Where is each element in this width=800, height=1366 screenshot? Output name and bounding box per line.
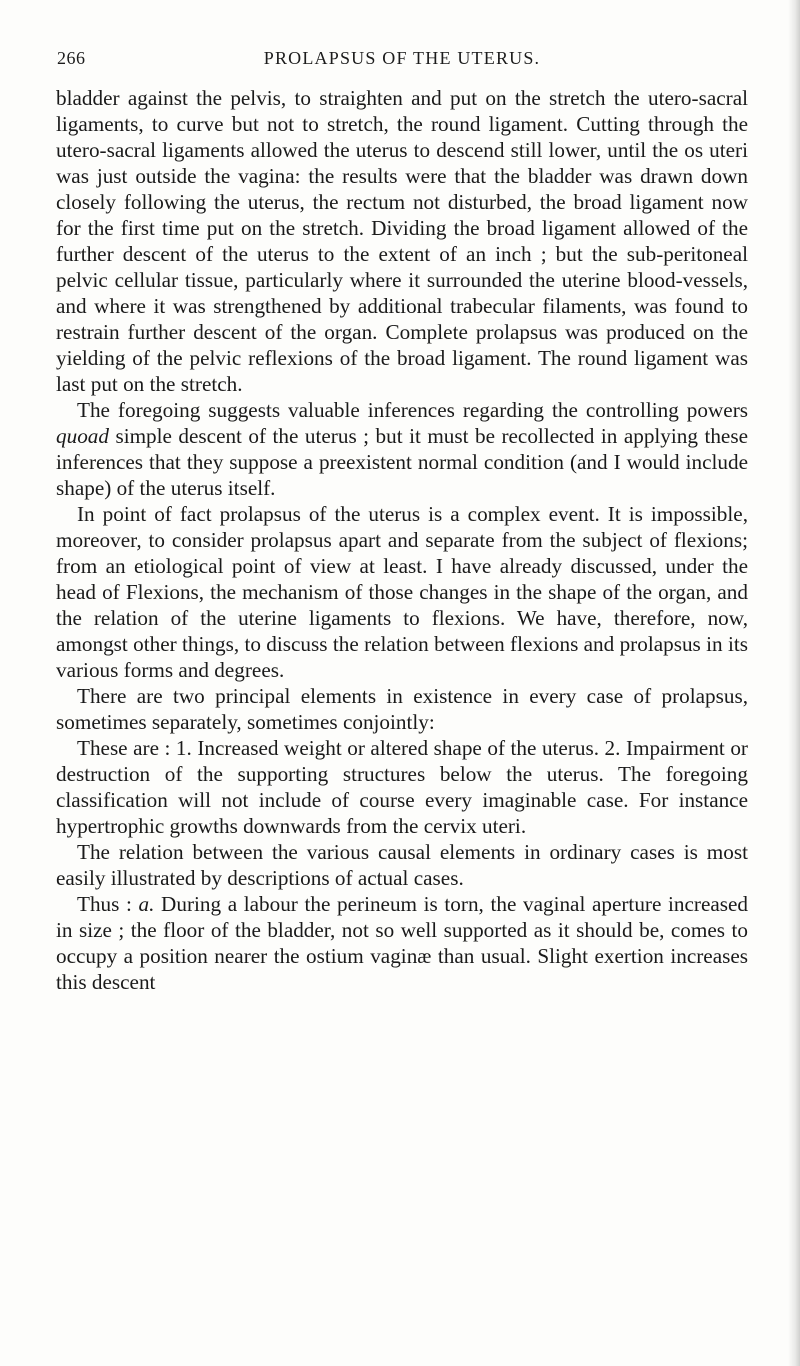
running-head bbox=[57, 48, 747, 72]
body-text bbox=[56, 85, 748, 995]
paragraph-7-text-a: Thus : bbox=[77, 892, 139, 916]
page-number: 266 bbox=[57, 48, 86, 68]
paragraph-4: There are two principal elements in existence in every case of prolapsus, sometimes separately, sometimes conjointly: bbox=[56, 684, 748, 734]
paragraph-2-italic: quoad bbox=[56, 424, 109, 448]
paragraph-2-text-a: The foregoing suggests valuable inferences regarding the controlling powers bbox=[77, 398, 748, 422]
page-edge-shadow bbox=[788, 0, 800, 1366]
paragraph-2-text-b: simple descent of the uterus ; but it must be recollected in applying these inferences that they suppose a preexistent normal condition (and I would include shape) of the uterus itself. bbox=[56, 424, 748, 500]
paragraph-2 bbox=[56, 397, 748, 501]
paragraph-5: These are : 1. Increased weight or altered shape of the uterus. 2. Impairment or destruction of the supporting structures below the uterus. The foregoing classification will not include of course every imaginable case. For instance hypertrophic growths downwards from the cervix uteri. bbox=[56, 736, 748, 838]
paragraph-6: The relation between the various causal elements in ordinary cases is most easily illustrated by descriptions of actual cases. bbox=[56, 840, 748, 890]
paragraph-3: In point of fact prolapsus of the uterus is a complex event. It is impossible, moreover, to consider prolapsus apart and separate from the subject of flexions; from an etiological point of view at least. I have already discussed, under the head of Flexions, the mechanism of those changes in the shape of the organ, and the relation of the uterine ligaments to flexions. We have, therefore, now, amongst other things, to discuss the relation between flexions and prolapsus in its various forms and degrees. bbox=[56, 502, 748, 682]
paragraph-7-text-b: During a labour the perineum is torn, the vaginal aperture increased in size ; the floor of the bladder, not so well supported as it should be, comes to occupy a position nearer the ostium vaginæ than usual. Slight exertion increases this descent bbox=[56, 892, 748, 994]
paragraph-7 bbox=[56, 891, 748, 995]
paragraph-1: bladder against the pelvis, to straighten and put on the stretch the utero-sacral ligaments, to curve but not to stretch, the round ligament. Cutting through the utero-sacral ligaments allowed the uterus to descend still lower, until the os uteri was just outside the vagina: the results were that the bladder was drawn down closely following the uterus, the rectum not disturbed, the broad ligament now for the first time put on the stretch. Dividing the broad ligament allowed of the further descent of the uterus to the extent of an inch ; but the sub-peritoneal pelvic cellular tissue, particularly where it surrounded the uterine blood-vessels, and where it was strengthened by additional trabecular filaments, was found to restrain further descent of the organ. Complete prolapsus was produced on the yielding of the pelvic reflexions of the broad ligament. The round ligament was last put on the stretch. bbox=[56, 86, 748, 396]
running-title: PROLAPSUS OF THE UTERUS. bbox=[263, 48, 541, 68]
paragraph-7-italic: a. bbox=[138, 892, 155, 916]
